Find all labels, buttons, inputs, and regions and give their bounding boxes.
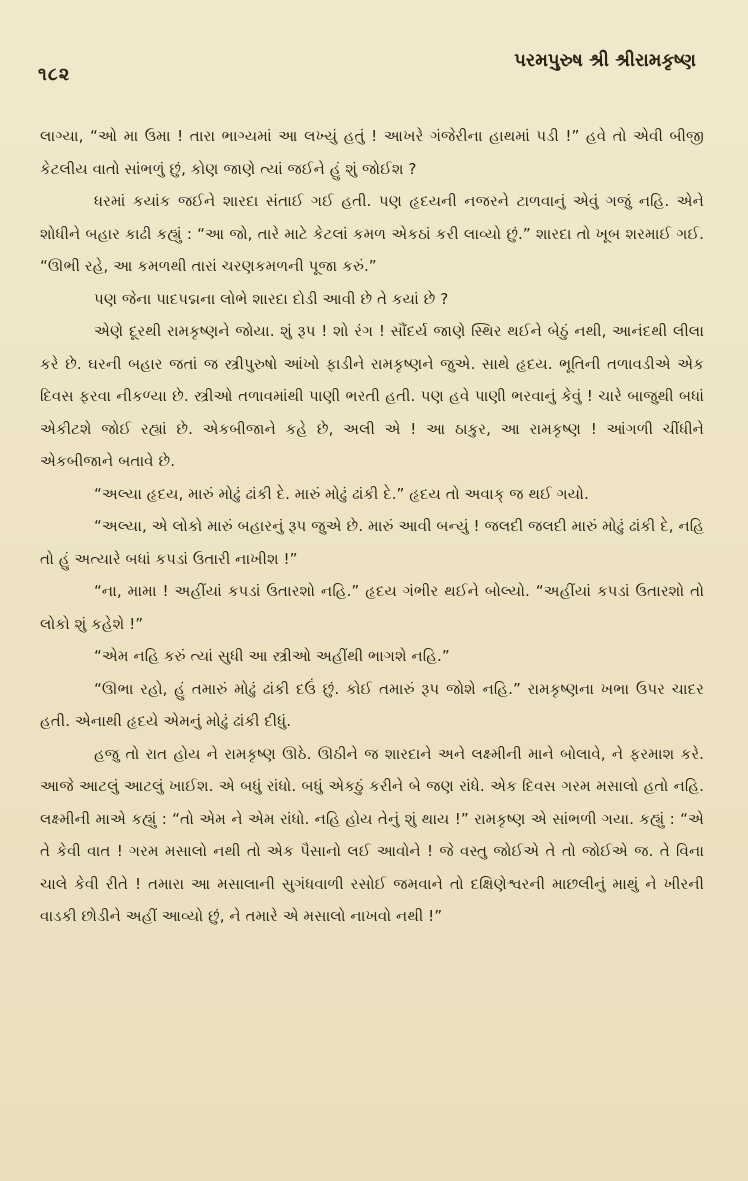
paragraph: “ઊભા રહો, હું તમારું મોઢું ઢાંકી દઉં છું. કોઈ તમારું રૂપ જોશે નહિ.” રામકૃષ્ણના ખભા ઉપર ચાદર હતી. એનાથી હૃદયે એમનું મોઢું ઢાંકી દીધું. (40, 679, 704, 730)
page-number: ૧૮૨ (38, 64, 71, 85)
body-text (40, 120, 704, 933)
paragraph: “અલ્યા, એ લોકો મારું બહારનું રૂપ જુએ છે. મારું આવી બન્યું ! જલદી જલદી મારું મોઢું ઢાંકી દે, નહિ તો હું અત્યારે બધાં કપડાં ઉતારી નાખીશ !” (40, 517, 704, 568)
paragraph: એણે દૂરથી રામકૃષ્ણને જોયા. શું રૂપ ! શો રંગ ! સૌંદર્ય જાણે સ્થિર થઈને બેઠું નથી, આનંદથી લીલા કરે છે. ઘરની બહાર જતાં જ સ્ત્રીપુરુષો આંખો ફાડીને રામકૃષ્ણને જુએ. સાથે હૃદય. ભૂતિની તળાવડીએ એક દિવસ ફરવા નીકળ્યા છે. સ્ત્રીઓ તળાવમાંથી પાણી ભરતી હતી. પણ હવે પાણી ભરવાનું કેવું ! ચારે બાજુથી બધાં એકીટશે જોઈ રહ્યાં છે. એકબીજાને કહે છે, અલી એ ! આ ઠાકુર, આ રામકૃષ્ણ ! આંગળી ચીંધીને એકબીજાને બતાવે છે. (40, 322, 704, 470)
paragraph: હજુ તો રાત હોય ને રામકૃષ્ણ ઊઠે. ઊઠીને જ શારદાને અને લક્ષ્મીની માને બોલાવે, ને ફરમાશ કરે. આજે આટલું આટલું ખાઈશ. એ બધું રાંધો. બધું એકઠું કરીને બે જણ રાંધે. એક દિવસ ગરમ મસાલો હતો નહિ. લક્ષ્મીની માએ કહ્યું : “તો એમ ને એમ રાંધો. નહિ હોય તેનું શું થાય !” રામકૃષ્ણ એ સાંભળી ગયા. કહ્યું : “એ તે કેવી વાત ! ગરમ મસાલો નથી તો એક પૈસાનો લઈ આવોને ! જે વસ્તુ જોઈએ તે તો જોઈએ જ. તે વિના ચાલે કેવી રીતે ! તમારા આ મસાલાની સુગંધવાળી રસોઈ જમવાને તો દક્ષિણેશ્વરની માછલીનું માથું ને ખીરની વાડકી છોડીને અહીં આવ્યો છું, ને તમારે એ મસાલો નાખવો નથી !” (40, 744, 704, 925)
paragraph: ધરમાં કયાંક જઈને શારદા સંતાઈ ગઈ હતી. પણ હૃદયની નજરને ટાળવાનું એવું ગજું નહિ. એને શોધીને બહાર કાઢી કહ્યું : “આ જો, તારે માટે કેટલાં કમળ એકઠાં કરી લાવ્યો છું.” શારદા તો ખૂબ શરમાઈ ગઈ. “ઊભી રહે, આ કમળથી તારાં ચરણકમળની પૂજા કરું.” (40, 192, 704, 275)
paragraph: “એમ નહિ કરું ત્યાં સુધી આ સ્ત્રીઓ અહીંથી ભાગશે નહિ.” (94, 647, 450, 665)
paragraph: “ના, મામા ! અહીંયાં કપડાં ઉતારશો નહિ.” હૃદય ગંભીર થઈને બોલ્યો. “અહીંયાં કપડાં ઉતારશો તો લોકો શું કહેશે !” (40, 582, 704, 633)
paragraph: પણ જેના પાદપદ્મના લોભે શારદા દોડી આવી છે તે કયાં છે ? (94, 289, 449, 308)
page-header (38, 50, 696, 90)
running-title: પરમપુરુષ શ્રી શ્રીરામકૃષ્ણ (514, 50, 696, 71)
paragraph: “અલ્યા હૃદય, મારું મોઢું ઢાંકી દે. મારું મોઢું ઢાંકી દે.” હૃદય તો અવાક્ જ થઈ ગયો. (94, 484, 589, 503)
paragraph: લાગ્યા, “ઓ મા ઉમા ! તારા ભાગ્યમાં આ લખ્યું હતું ! આખરે ગંજેરીના હાથમાં પડી !” હવે તો એવી બીજી કેટલીય વાતો સાંભળું છું, કોણ જાણે ત્યાં જઈને હું શું જોઈશ ? (40, 127, 704, 178)
